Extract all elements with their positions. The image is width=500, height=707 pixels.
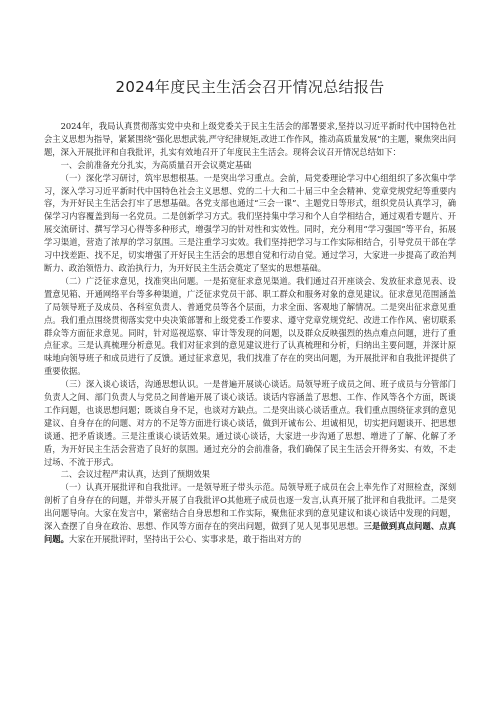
heading-section-2: 二、会议过程严肃认真，达到了预期效果 [60, 469, 210, 480]
paragraph-opinions: （二）广泛征求意见，找准突出问题。一是拓宽征求意见渠道。我们通过召开座谈会、发放征求意见表、设置意见箱、开通网络平台等多种渠道，广泛征求党员干部、职工群众和服务对象的意见建议。征求意见范围涵盖了局领导班子及成员、各科室负责人、普通党员等各个层面，力求全面、客观地了解情况。二是突出征求意见重点。我们重点围绕贯彻落实党中央决策部署和上级党委工作要求、遵守党章党规党纪、改进工作作风、密切联系群众等方面征求意见。同时，针对巡视巡察、审计等发现的问题，以及群众反映强烈的热点难点问题，进行了重点征求。三是认真梳理分析意见。我们对征求到的意见建议进行了认真梳理和分析，归纳出主要问题，并深计原味地向领导班子和成员进行了反馈。通过征求意见，我们找准了存在的突出问题，为开展批评和自我批评提供了重要依据。 [44, 275, 456, 377]
bold-phrase: 三是做到真点问题、点真问题。 [44, 521, 456, 544]
document-body [44, 120, 456, 546]
paragraph-intro: 2024年，我局认真贯彻落实党中央和上级党委关于民主生活会的部署要求,坚持以习近平新时代中国特色社会主义思想为指导，紧紧围绕“强化思想武装,严守纪律规矩,改进工作作风，推动高质量发展”的主题，聚焦突出问题，深入开展批评和自我批评，扎实有效地召开了年度民主生活会。现将会议召开情况总结如下： [44, 121, 457, 157]
paragraph-criticism [44, 481, 456, 546]
paragraph-talks: （三）深入谈心谈话，沟通思想认识。一是普遍开展谈心谈话。局领导班子成员之间、班子成员与分管部门负责人之间、部门负责人与党员之间普遍开展了谈心谈话。谈话内容涵盖了思想、工作、作风等各个方面，既谈工作问题，也谈思想问题；既谈自身不足，也谈对方缺点。二是突出谈心谈话重点。我们重点围绕征求到的意见建议、自身存在的问题、对方的不足等方面进行谈心谈话，做到开诚布公、坦诚相见，切实把问题谈开、把思想谈通、把矛盾谈透。三是注重谈心谈话效果。通过谈心谈话，大家进一步沟通了思想、增进了了解、化解了矛盾，为开好民主生活会营造了良好的氛围。通过充分的会前准备，我们确保了民主生活会开得务实、有效，不走过场、不流于形式。 [44, 379, 456, 467]
heading-section-1: 一、会前准备充分扎实，为高质量召开会议奠定基础 [60, 159, 252, 170]
paragraph-study: （一）深化学习研讨，筑牢思想根基。一是突出学习重点。会前，局党委理论学习中心组组织了多次集中学习，深入学习习近平新时代中国特色社会主义思想、党的二十大和二十届三中全会精神、党章党规党纪等重要内容，为开好民主生活会打牢了思想基础。各党支部也通过“三会一课”、主题党日等形式，组织党员认真学习，确保学习内容覆盖到每一名党员。二是创新学习方式。我们坚持集中学习和个人自学相结合，通过观看专题片、开展交流研讨、撰写学习心得等多种形式，增强学习的针对性和实效性。同时，充分利用“学习强国”等平台，拓展学习渠道，营造了浓厚的学习氛围。三是注重学习实效。我们坚持把学习与工作实际相结合，引导党员干部在学习中找差距、找不足，切实增强了开好民主生活会的思想自觉和行动自觉。通过学习，大家进一步提高了政治判断力、政治领悟力、政治执行力，为开好民主生活会奠定了坚实的思想基础。 [44, 172, 456, 273]
paragraph-criticism-tail: 大家在开展批评时，坚持出于公心、实事求是，敢于指出对方的 [68, 534, 302, 544]
paragraph-criticism-text: （一）认真开展批评和自我批评。一是领导班子带头示范。局领导班子成员在会上率先作了对照检查，深刻剖析了自身存在的问题，并带头开展了自我批评O其他班子成员也逐一发言,认真开展了批评和自我批评。二是突出问题导向。大家在发言中，紧密结合自身思想和工作实际，聚焦征求到的意见建议和谈心谈话中发现的问题，深入查摆了自身在政治、思想、作风等方面存在的突出问题，做到了见人见事见思想。 [44, 482, 456, 532]
document-title: 2024年度民主生活会召开情况总结报告 [115, 78, 385, 96]
